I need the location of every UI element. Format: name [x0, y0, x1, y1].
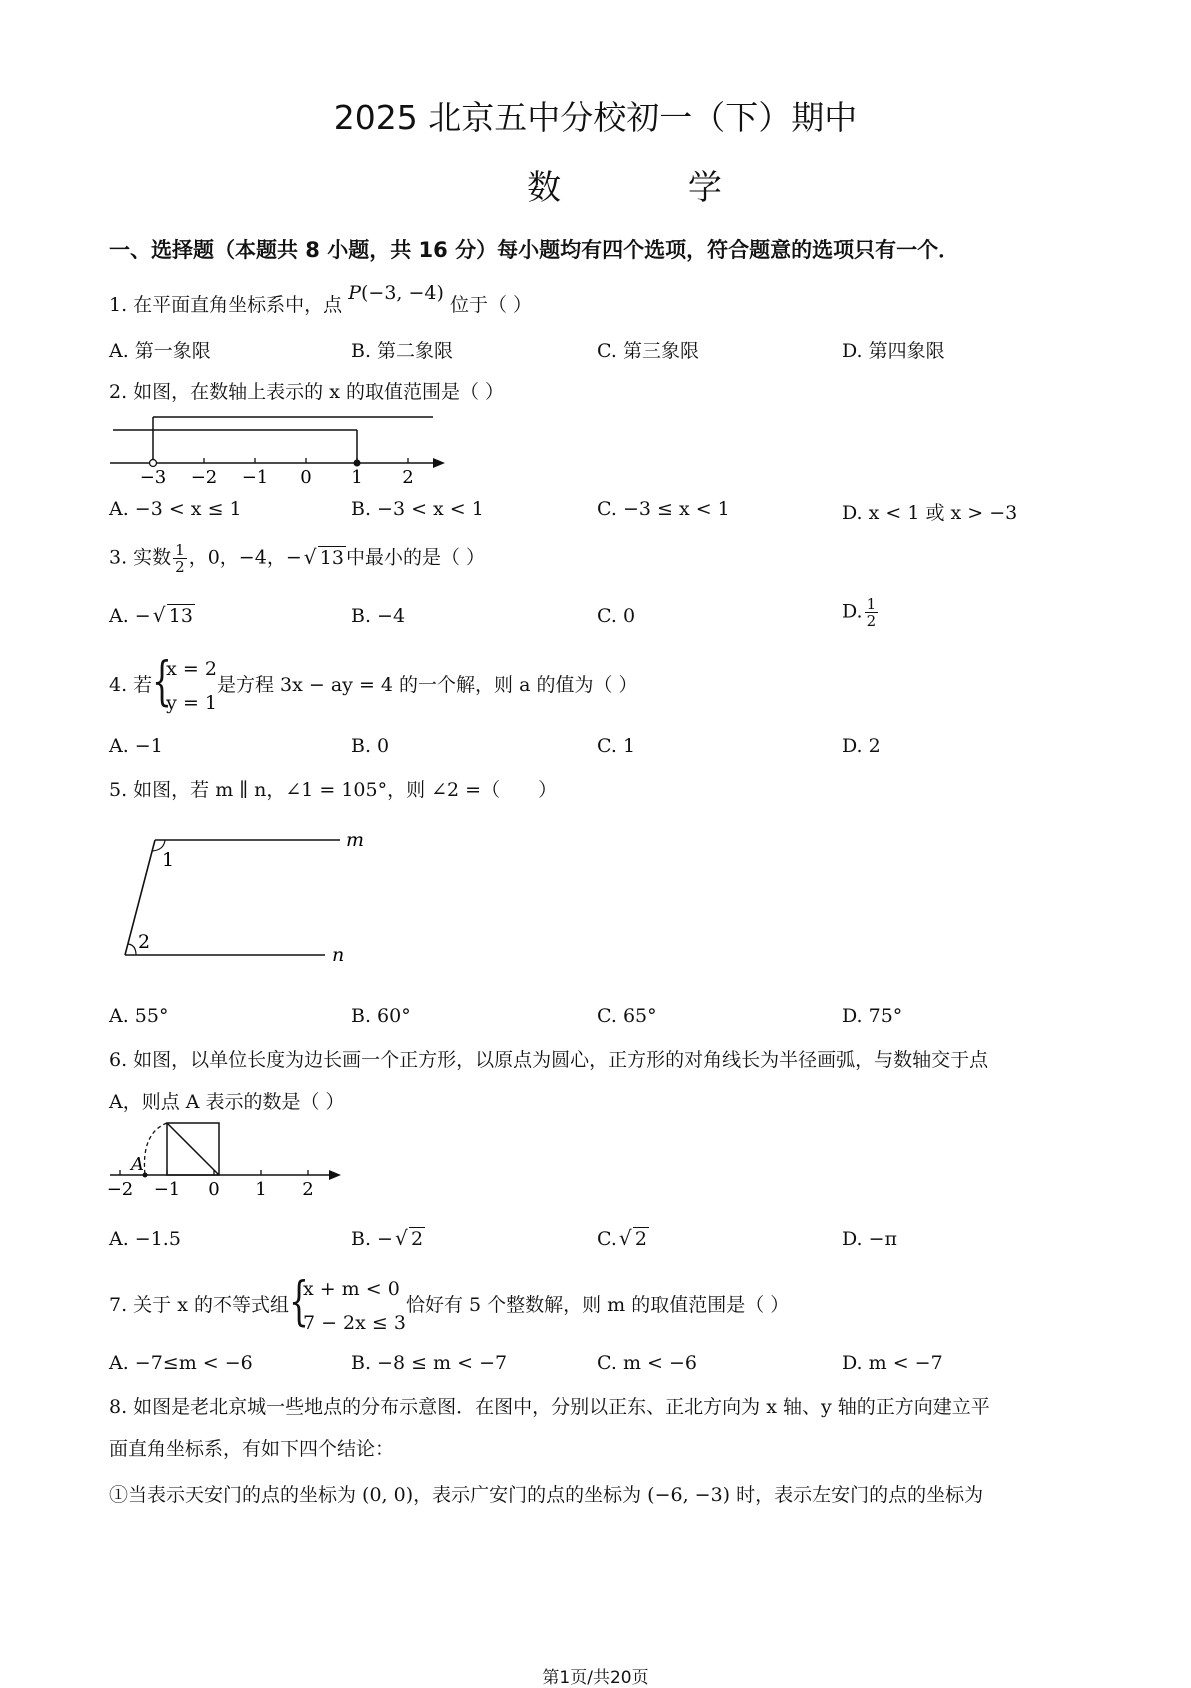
q3-optd-num: 1: [866, 595, 877, 613]
q2-option-c: C. −3 ≤ x < 1: [597, 498, 730, 520]
q6-option-b: [351, 1228, 425, 1250]
q4-sys-row1: x = 2: [166, 658, 217, 680]
q3-frac-den: 2: [175, 558, 185, 576]
q2-axis-arrow: [433, 458, 445, 468]
q6-option-d: D. −π: [842, 1228, 898, 1250]
q3-stem-c: 中最小的是（ ）: [345, 546, 485, 569]
q6-optb-sqrt: [395, 1228, 425, 1250]
q7-brace: {: [288, 1272, 309, 1332]
q4-option-a: A. −1: [109, 735, 163, 757]
q6-axis-arrow: [329, 1170, 341, 1180]
q6-optc-radicand: 2: [634, 1228, 647, 1250]
q1-option-a: A. 第一象限: [109, 340, 211, 362]
q3-frac-num: 1: [175, 541, 185, 559]
q7-sys-row2: 7 − 2x ≤ 3: [302, 1312, 406, 1334]
q2-closed-dot: [354, 460, 361, 467]
q2-option-a: A. −3 < x ≤ 1: [109, 498, 242, 520]
q2-tick-label: 2: [402, 467, 414, 488]
q3-option-d: [842, 596, 880, 629]
q5-parallel-lines-figure: [110, 820, 380, 970]
q5-option-a: A. 55°: [109, 1005, 169, 1027]
q3-optd-fraction: [865, 596, 879, 629]
page-number: 第1页/共20页: [542, 1668, 649, 1688]
page-title: 2025 北京五中分校初一（下）期中: [333, 98, 858, 137]
question-2-stem: 2. 如图，在数轴上表示的 x 的取值范围是（ ）: [109, 381, 505, 403]
q6-option-a: A. −1.5: [109, 1228, 181, 1250]
q5-label-angle1: 1: [162, 849, 175, 871]
question-4-stem: [109, 652, 637, 720]
q2-tick-label: −2: [190, 467, 218, 488]
q1-point-expression: [348, 282, 444, 304]
q7-option-b: B. −8 ≤ m < −7: [351, 1352, 508, 1374]
question-8-line1: 8. 如图是老北京城一些地点的分布示意图．在图中，分别以正东、正北方向为 x 轴、y 轴的正方向建立平: [109, 1396, 990, 1418]
q2-option-b: B. −3 < x < 1: [351, 498, 484, 520]
q4-stem-b: 是方程 3x − ay = 4 的一个解，则 a 的值为（ ）: [217, 674, 638, 696]
q5-label-n: n: [332, 944, 345, 966]
question-8-item1: ①当表示天安门的点的坐标为 (0, 0)，表示广安门的点的坐标为 (−6, −3) 时，表示左安门的点的坐标为: [109, 1484, 984, 1506]
q2-tick-label: −3: [139, 467, 167, 488]
q6-tick-label: 1: [255, 1179, 267, 1198]
q3-fraction: [173, 542, 187, 575]
section-heading: 一、选择题（本题共 8 小题，共 16 分）每小题均有四个选项，符合题意的选项只有一个．: [109, 238, 960, 262]
q7-sys-row1: x + m < 0: [302, 1278, 400, 1300]
q2-tick-label: 1: [351, 467, 363, 488]
q3-optd-prefix: D.: [842, 600, 863, 623]
q1-option-d: D. 第四象限: [842, 340, 945, 362]
q4-option-b: B. 0: [351, 735, 390, 757]
q2-tick-label: 0: [300, 467, 312, 488]
q7-stem-a: 7. 关于 x 的不等式组: [109, 1294, 289, 1316]
q2-open-dot: [150, 460, 157, 467]
q6-tick-label: −1: [153, 1179, 181, 1198]
q5-label-m: m: [346, 829, 365, 851]
q7-inequality-system: [289, 1272, 406, 1340]
q3-optd-den: 2: [866, 612, 877, 630]
q2-option-d: D. x < 1 或 x > −3: [842, 502, 1018, 524]
q6-tick-label: 0: [208, 1179, 220, 1198]
q6-optb-radicand: 2: [410, 1228, 424, 1250]
q4-brace: {: [152, 652, 173, 712]
q6-arc: [144, 1123, 167, 1175]
question-3-stem: [109, 542, 485, 575]
q1-option-b: B. 第二象限: [351, 340, 454, 362]
subject-title: 数 学: [527, 168, 780, 208]
q1-stem-a: 1. 在平面直角坐标系中，点: [109, 294, 343, 316]
q1-coords: (−3, −4): [361, 282, 444, 304]
q3-opta-prefix: A. −: [109, 605, 151, 627]
q7-option-a: A. −7≤m < −6: [109, 1352, 253, 1374]
q3-sqrt: [304, 547, 346, 569]
q7-option-c: C. m < −6: [597, 1352, 697, 1374]
q3-stem-b: ，0，−4，−: [188, 546, 302, 569]
q6-square-arc-figure: [105, 1118, 355, 1198]
q6-optc-prefix: C.: [597, 1228, 617, 1250]
q4-equation-system: [152, 652, 217, 720]
q7-stem-b: 恰好有 5 个整数解，则 m 的取值范围是（ ）: [405, 1294, 790, 1316]
q7-option-d: D. m < −7: [842, 1352, 943, 1374]
q3-option-b: B. −4: [351, 605, 406, 627]
q1-stem-b: 位于（ ）: [449, 294, 533, 316]
q3-option-c: C. 0: [597, 605, 636, 627]
q3-opta-radicand: 13: [168, 605, 193, 627]
q3-opta-sqrt: [153, 605, 195, 627]
q3-stem-a: 3. 实数: [109, 546, 172, 569]
q4-option-c: C. 1: [597, 735, 636, 757]
q6-optb-prefix: B. −: [351, 1228, 393, 1250]
question-6-line2: A，则点 A 表示的数是（ ）: [109, 1091, 345, 1113]
q6-tick-label: −2: [106, 1179, 134, 1198]
q1-option-c: C. 第三象限: [597, 340, 699, 362]
q3-option-a: [109, 605, 195, 627]
q6-tick-label: 2: [302, 1179, 314, 1198]
q5-option-c: C. 65°: [597, 1005, 657, 1027]
q6-option-c: [597, 1228, 649, 1250]
q5-option-d: D. 75°: [842, 1005, 903, 1027]
q4-option-d: D. 2: [842, 735, 881, 757]
q3-radicand: 13: [319, 546, 344, 569]
q5-angle2-arc: [128, 944, 136, 955]
question-1-stem: [109, 282, 533, 317]
q6-label-a: A: [131, 1154, 144, 1175]
q1-point-label: P: [348, 282, 362, 304]
question-5-stem: 5. 如图，若 m ∥ n，∠1 = 105°，则 ∠2 =（ ）: [109, 779, 558, 801]
question-7-stem: [109, 1272, 789, 1340]
q6-optc-sqrt: [619, 1228, 649, 1250]
q5-label-angle2: 2: [138, 931, 151, 953]
q2-number-line-figure: [105, 405, 465, 490]
q4-stem-a: 4. 若: [109, 674, 153, 696]
q5-option-b: B. 60°: [351, 1005, 411, 1027]
q4-sys-row2: y = 1: [166, 692, 217, 714]
q6-diagonal: [167, 1123, 219, 1175]
q2-tick-label: −1: [241, 467, 269, 488]
question-8-line2: 面直角坐标系，有如下四个结论：: [109, 1438, 395, 1460]
question-6-line1: 6. 如图，以单位长度为边长画一个正方形，以原点为圆心，正方形的对角线长为半径画弧，与数轴交于点: [109, 1049, 989, 1071]
